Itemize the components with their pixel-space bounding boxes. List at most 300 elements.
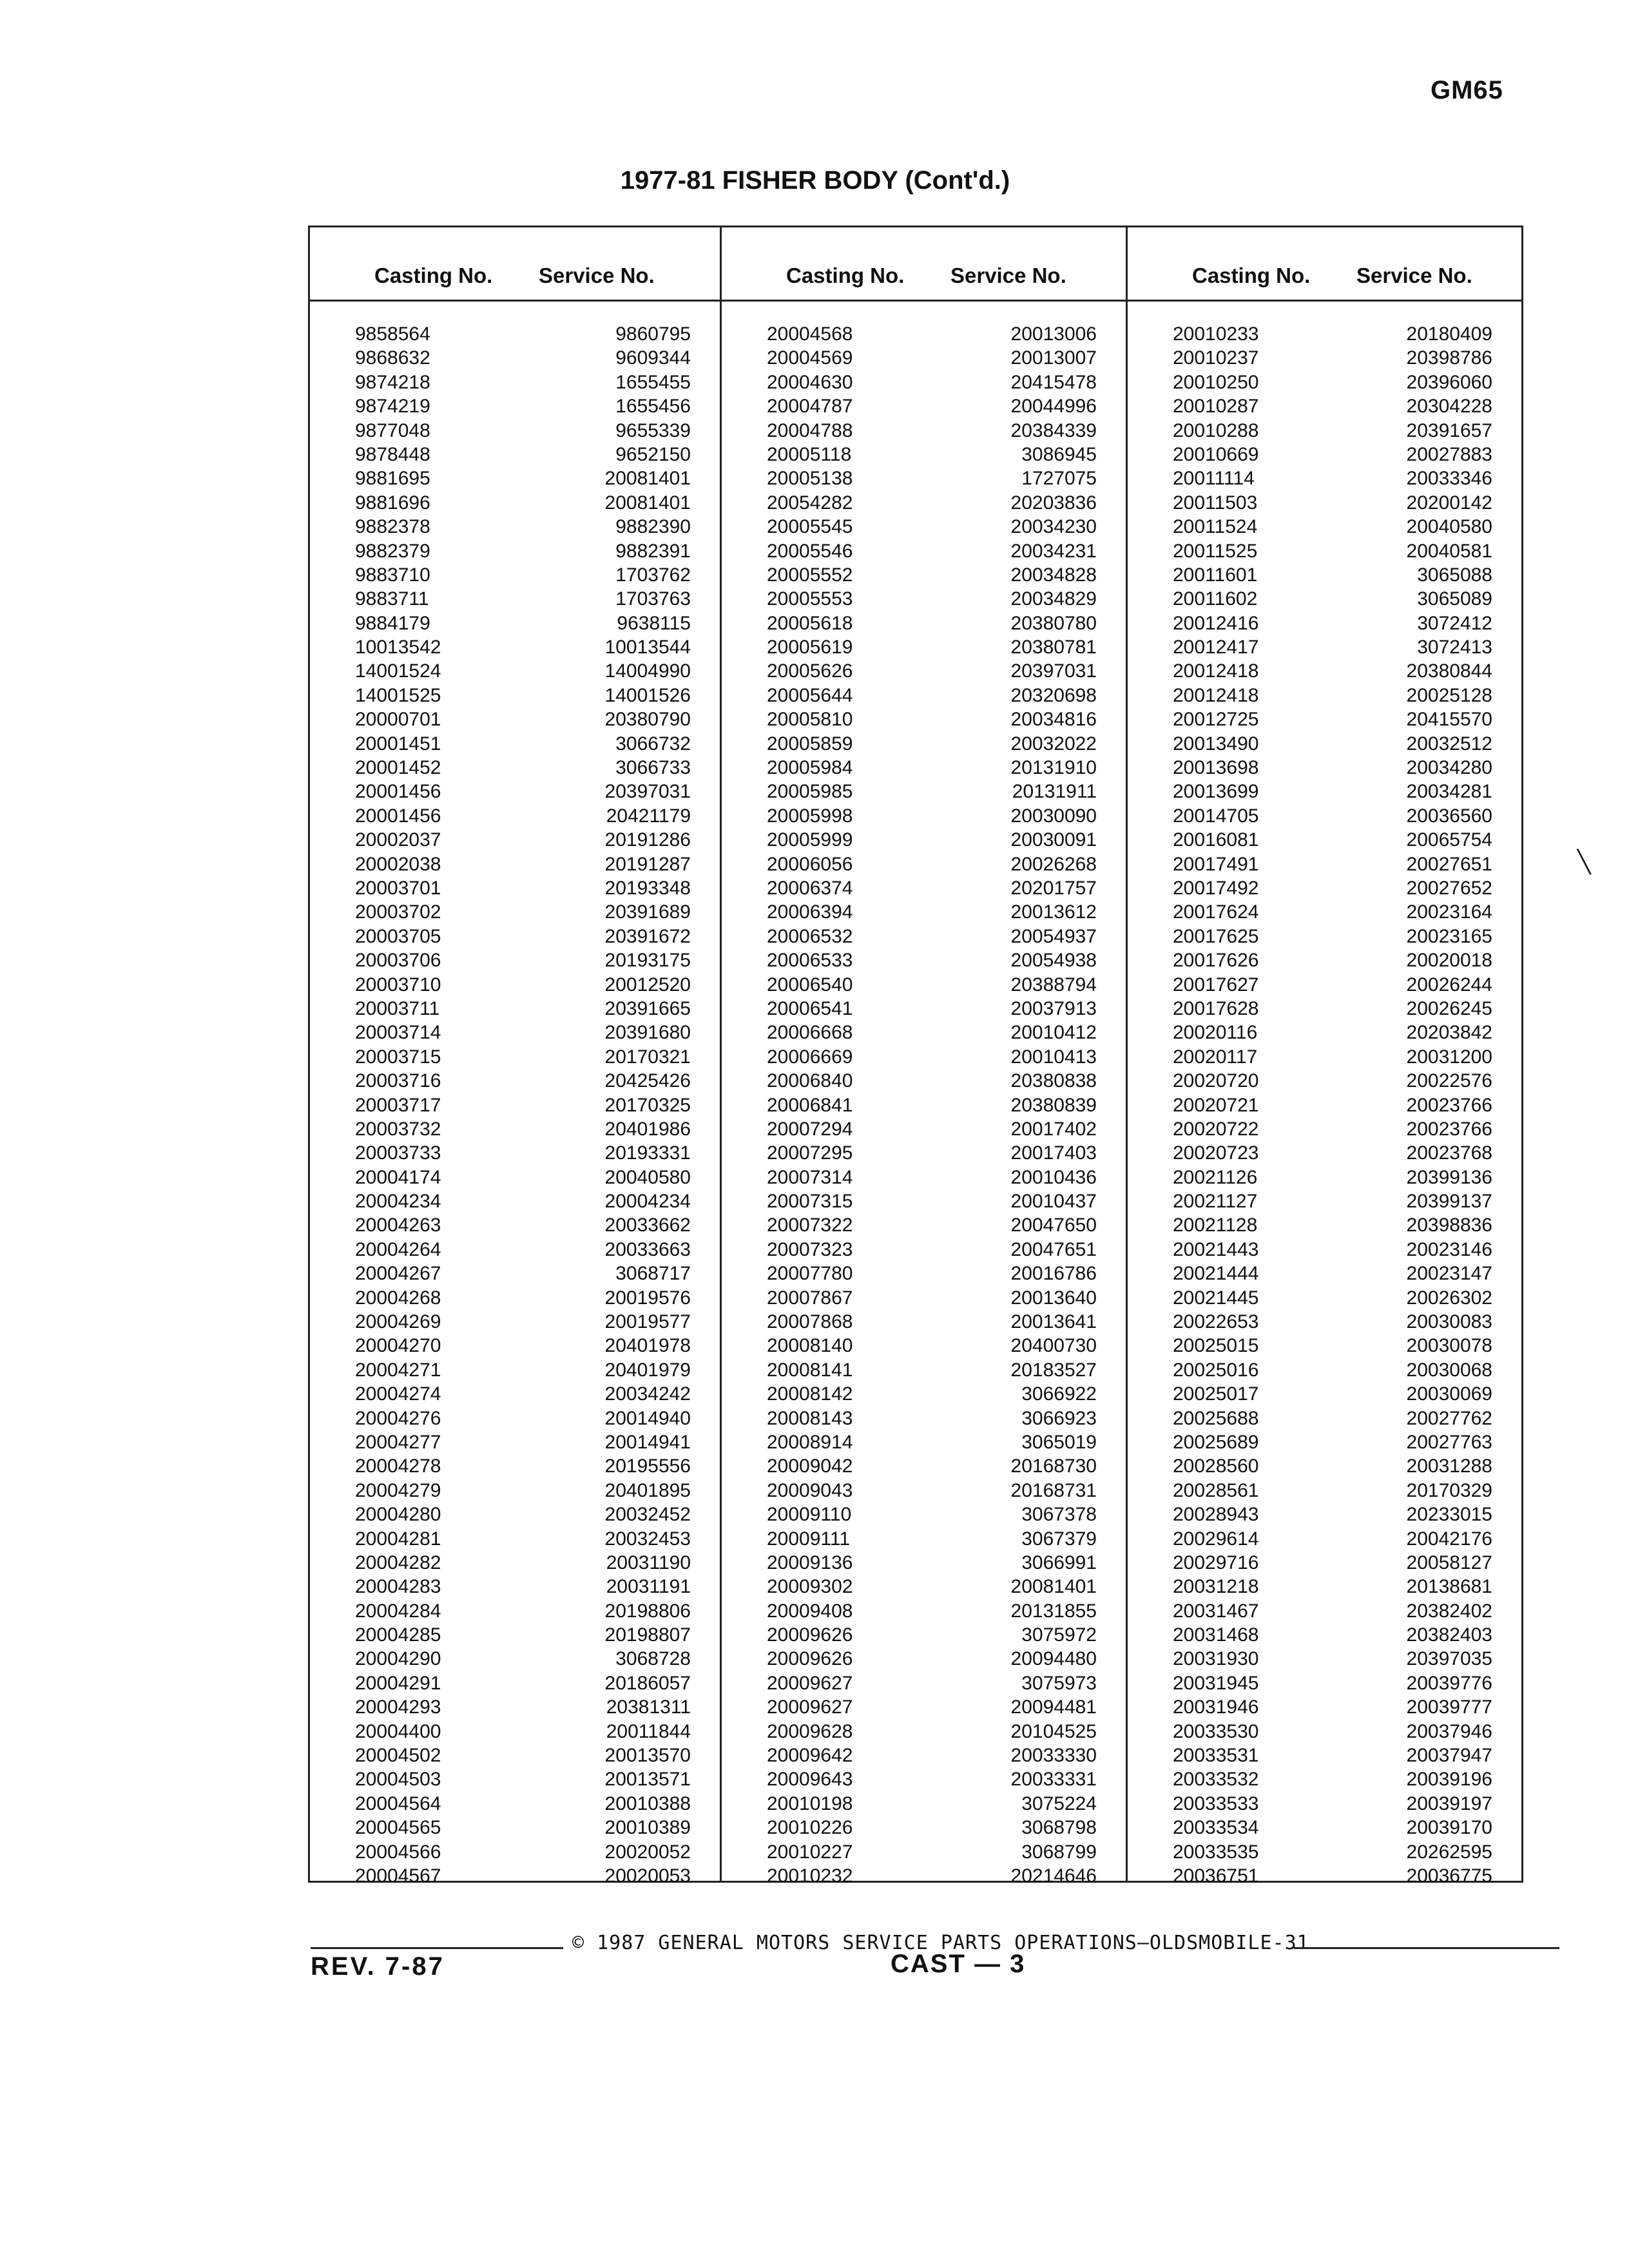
service-number: 20081401 xyxy=(604,492,691,514)
service-number: 20013571 xyxy=(604,1769,691,1791)
service-number: 3066923 xyxy=(1021,1407,1097,1429)
table-row xyxy=(310,370,720,394)
table-row xyxy=(1128,1864,1521,1888)
table-row xyxy=(1128,1527,1521,1551)
casting-number: 20006374 xyxy=(767,877,853,899)
service-number: 20397035 xyxy=(1406,1648,1492,1670)
service-number: 20014940 xyxy=(604,1407,691,1429)
table-row xyxy=(1128,1671,1521,1695)
casting-number: 20004283 xyxy=(355,1576,441,1598)
table-row xyxy=(1128,780,1521,803)
service-number: 20032512 xyxy=(1406,733,1492,754)
service-number: 20027652 xyxy=(1406,877,1492,899)
service-number: 20401895 xyxy=(604,1479,691,1501)
casting-number: 20004567 xyxy=(355,1865,441,1887)
table-row xyxy=(310,1454,720,1478)
service-number: 20094481 xyxy=(1010,1696,1097,1718)
casting-number: 20006540 xyxy=(767,974,853,995)
table-row xyxy=(722,635,1126,659)
table-row xyxy=(722,419,1126,443)
service-number: 3072412 xyxy=(1417,612,1492,634)
service-number: 20396060 xyxy=(1406,371,1492,393)
casting-number: 20012418 xyxy=(1173,684,1259,706)
table-row xyxy=(1128,515,1521,539)
service-number: 1655456 xyxy=(615,396,691,418)
service-number: 20198807 xyxy=(604,1624,691,1646)
service-number: 3068728 xyxy=(615,1648,691,1670)
casting-number: 20033531 xyxy=(1173,1745,1259,1767)
table-row xyxy=(310,997,720,1021)
casting-number: 20004268 xyxy=(355,1287,441,1309)
casting-no-header: Casting No. xyxy=(374,264,493,287)
service-number: 20011844 xyxy=(606,1720,691,1742)
table-row xyxy=(310,1816,720,1840)
table-row xyxy=(310,587,720,611)
service-number: 20421179 xyxy=(606,805,691,827)
table-row xyxy=(1128,659,1521,683)
casting-number: 20004284 xyxy=(355,1600,441,1622)
table-row xyxy=(310,515,720,539)
casting-number: 20010250 xyxy=(1173,371,1259,393)
service-number: 20039776 xyxy=(1406,1672,1492,1694)
service-number: 20131911 xyxy=(1012,781,1097,803)
table-row xyxy=(310,563,720,587)
casting-number: 20006533 xyxy=(767,950,853,972)
casting-number: 20009642 xyxy=(767,1745,853,1767)
casting-number: 20006840 xyxy=(767,1070,853,1092)
service-number: 20023164 xyxy=(1406,901,1492,923)
casting-number: 20008141 xyxy=(767,1359,853,1381)
casting-number: 20007295 xyxy=(767,1142,853,1164)
table-row xyxy=(722,1816,1126,1840)
table-row xyxy=(1128,828,1521,852)
service-number: 20214646 xyxy=(1010,1865,1097,1887)
casting-no-header: Casting No. xyxy=(1192,264,1311,287)
page-title-text: 1977-81 FISHER BODY (Cont'd.) xyxy=(620,166,1010,195)
service-number: 20014941 xyxy=(604,1431,691,1453)
table-row xyxy=(310,539,720,563)
table-row xyxy=(1128,1816,1521,1840)
service-number: 20380780 xyxy=(1010,612,1097,634)
service-number: 20030068 xyxy=(1406,1359,1492,1381)
service-number: 3068717 xyxy=(615,1263,691,1285)
casting-number: 20029614 xyxy=(1173,1528,1259,1550)
service-number: 20398786 xyxy=(1406,347,1492,369)
casting-number: 20005644 xyxy=(767,684,853,706)
casting-number: 20005998 xyxy=(767,805,853,827)
service-number: 20039777 xyxy=(1406,1696,1492,1718)
casting-number: 20021127 xyxy=(1173,1191,1258,1213)
casting-number: 20010288 xyxy=(1173,419,1259,441)
casting-number: 20029716 xyxy=(1173,1552,1259,1573)
service-number: 20023146 xyxy=(1406,1238,1492,1260)
service-number: 9609344 xyxy=(615,347,691,369)
casting-number: 9877048 xyxy=(355,419,430,441)
table-row xyxy=(310,925,720,948)
service-number: 20017402 xyxy=(1010,1118,1097,1140)
casting-number: 20001456 xyxy=(355,805,441,827)
service-number: 1703762 xyxy=(615,564,691,586)
casting-number: 20022653 xyxy=(1173,1311,1259,1333)
service-number: 20034230 xyxy=(1010,516,1097,538)
table-row xyxy=(310,732,720,756)
table-row xyxy=(1128,563,1521,587)
casting-number: 20009111 xyxy=(767,1528,851,1550)
table-row xyxy=(1128,1647,1521,1671)
table-row xyxy=(722,1166,1126,1189)
table-row xyxy=(722,948,1126,972)
casting-number: 9881695 xyxy=(355,468,430,490)
table-row xyxy=(722,611,1126,635)
casting-number: 20004271 xyxy=(355,1359,441,1381)
service-number: 3066732 xyxy=(615,733,691,754)
table-row xyxy=(310,1503,720,1526)
table-row xyxy=(722,491,1126,515)
table-row xyxy=(722,1213,1126,1237)
casting-number: 20004264 xyxy=(355,1238,441,1260)
service-number: 20391657 xyxy=(1406,419,1492,441)
table-row xyxy=(310,466,720,490)
table-row xyxy=(310,1310,720,1334)
service-number: 20040581 xyxy=(1406,540,1492,562)
casting-number: 20005138 xyxy=(767,468,853,490)
casting-number: 20006541 xyxy=(767,997,853,1019)
service-number: 20037913 xyxy=(1010,997,1097,1019)
casting-number: 20007867 xyxy=(767,1287,853,1309)
table-row xyxy=(1128,732,1521,756)
service-number: 9638115 xyxy=(617,612,691,634)
service-number: 20026302 xyxy=(1406,1287,1492,1309)
casting-number: 20010233 xyxy=(1173,323,1259,345)
casting-number: 20031930 xyxy=(1173,1648,1259,1670)
table-column-3 xyxy=(1126,227,1521,1887)
service-number: 3067379 xyxy=(1021,1528,1097,1550)
casting-number: 20005626 xyxy=(767,660,853,682)
service-number: 20033663 xyxy=(604,1238,691,1260)
column-header xyxy=(310,227,720,302)
table-row xyxy=(722,876,1126,900)
table-row xyxy=(722,1840,1126,1864)
service-number: 20019577 xyxy=(604,1311,691,1333)
service-number: 20034281 xyxy=(1406,781,1492,803)
casting-number: 20006532 xyxy=(767,925,853,947)
service-number: 20104525 xyxy=(1010,1720,1097,1742)
casting-number: 20028560 xyxy=(1173,1456,1259,1477)
service-number: 20013007 xyxy=(1010,347,1097,369)
service-no-header: Service No. xyxy=(539,264,655,287)
casting-number: 20036751 xyxy=(1173,1865,1259,1887)
table-row xyxy=(722,370,1126,394)
casting-number: 20033530 xyxy=(1173,1720,1259,1742)
service-number: 20170321 xyxy=(604,1046,691,1068)
service-number: 20004234 xyxy=(604,1191,691,1213)
casting-number: 20004568 xyxy=(767,323,853,345)
table-row xyxy=(310,804,720,828)
service-number: 20054937 xyxy=(1010,925,1097,947)
casting-number: 20003711 xyxy=(355,997,440,1019)
casting-number: 20003702 xyxy=(355,901,441,923)
casting-number: 20003717 xyxy=(355,1094,441,1116)
table-row xyxy=(310,611,720,635)
service-number: 20033346 xyxy=(1406,468,1492,490)
casting-number: 20054282 xyxy=(767,492,853,514)
table-row xyxy=(310,419,720,443)
service-number: 20233015 xyxy=(1406,1504,1492,1526)
service-number: 20010389 xyxy=(604,1817,691,1839)
table-row xyxy=(1128,1358,1521,1382)
table-row xyxy=(722,1864,1126,1888)
casting-number: 20004276 xyxy=(355,1407,441,1429)
table-row xyxy=(310,1093,720,1117)
service-number: 20425426 xyxy=(604,1070,691,1092)
table-row xyxy=(310,852,720,876)
table-row xyxy=(722,1382,1126,1406)
service-number: 20010412 xyxy=(1010,1022,1097,1044)
table-row xyxy=(310,1141,720,1165)
table-row xyxy=(310,1671,720,1695)
service-number: 20380839 xyxy=(1010,1094,1097,1116)
table-row xyxy=(310,1069,720,1093)
table-row xyxy=(722,443,1126,466)
table-row xyxy=(722,322,1126,346)
casting-number: 20009110 xyxy=(767,1504,852,1526)
table-row xyxy=(1128,707,1521,731)
table-row xyxy=(722,1286,1126,1310)
service-number: 1655455 xyxy=(615,371,691,393)
service-number: 20013570 xyxy=(604,1745,691,1767)
casting-number: 20031945 xyxy=(1173,1672,1259,1694)
casting-number: 20010232 xyxy=(767,1865,853,1887)
table-row xyxy=(722,707,1126,731)
casting-number: 20004270 xyxy=(355,1335,441,1357)
table-row xyxy=(310,443,720,466)
casting-number: 20007868 xyxy=(767,1311,853,1333)
table-row xyxy=(722,1623,1126,1647)
casting-number: 20005546 xyxy=(767,540,853,562)
service-number: 20191287 xyxy=(604,853,691,875)
service-number: 20027651 xyxy=(1406,853,1492,875)
service-number: 20020052 xyxy=(604,1841,691,1863)
casting-number: 20004234 xyxy=(355,1191,441,1213)
service-number: 20381311 xyxy=(606,1696,691,1718)
table-row xyxy=(722,587,1126,611)
service-number: 3065089 xyxy=(1417,588,1492,610)
service-number: 20186057 xyxy=(604,1672,691,1694)
casting-number: 10013542 xyxy=(355,637,441,658)
table-row xyxy=(310,684,720,707)
table-row xyxy=(1128,684,1521,707)
casting-number: 20003716 xyxy=(355,1070,441,1092)
casting-number: 20008143 xyxy=(767,1407,853,1429)
table-row xyxy=(1128,925,1521,948)
casting-number: 20021444 xyxy=(1173,1263,1259,1285)
service-number: 20397031 xyxy=(604,781,691,803)
table-row xyxy=(1128,1575,1521,1599)
casting-number: 20020117 xyxy=(1173,1046,1258,1068)
service-number: 20195556 xyxy=(604,1456,691,1477)
service-number: 20168730 xyxy=(1010,1456,1097,1477)
casting-number: 20004293 xyxy=(355,1696,441,1718)
service-number: 20034829 xyxy=(1010,588,1097,610)
casting-number: 20005859 xyxy=(767,733,853,754)
casting-number: 20005984 xyxy=(767,757,853,779)
table-row xyxy=(722,1334,1126,1358)
service-number: 20019576 xyxy=(604,1287,691,1309)
service-number: 20013641 xyxy=(1010,1311,1097,1333)
table-row xyxy=(722,539,1126,563)
service-number: 3065088 xyxy=(1417,564,1492,586)
service-number: 20081401 xyxy=(1010,1576,1097,1598)
service-number: 20016786 xyxy=(1010,1263,1097,1285)
casting-number: 20010227 xyxy=(767,1841,853,1863)
table-row xyxy=(722,756,1126,780)
casting-number: 20005118 xyxy=(767,443,852,465)
table-row xyxy=(1128,1069,1521,1093)
table-row xyxy=(310,1840,720,1864)
casting-number: 20021126 xyxy=(1173,1166,1258,1188)
table-row xyxy=(722,1238,1126,1262)
casting-number: 20005985 xyxy=(767,781,853,803)
service-number: 20034828 xyxy=(1010,564,1097,586)
casting-number: 20003714 xyxy=(355,1022,441,1044)
casting-number: 20011524 xyxy=(1173,516,1258,538)
table-row xyxy=(1128,1430,1521,1454)
casting-number: 20006394 xyxy=(767,901,853,923)
service-number: 20203836 xyxy=(1010,492,1097,514)
casting-number: 20004569 xyxy=(767,347,853,369)
casting-number: 9878448 xyxy=(355,443,430,465)
table-row xyxy=(1128,587,1521,611)
casting-number: 20012725 xyxy=(1173,709,1259,731)
table-row xyxy=(722,1551,1126,1575)
service-number: 20032452 xyxy=(604,1504,691,1526)
table-rows xyxy=(1128,302,1521,1888)
service-number: 20037947 xyxy=(1406,1745,1492,1767)
service-number: 20054938 xyxy=(1010,950,1097,972)
casting-number: 20017626 xyxy=(1173,950,1259,972)
casting-number: 20021128 xyxy=(1173,1215,1258,1236)
table-row xyxy=(1128,948,1521,972)
service-number: 20168731 xyxy=(1010,1479,1097,1501)
table-row xyxy=(1128,1503,1521,1526)
service-number: 3075972 xyxy=(1021,1624,1097,1646)
table-row xyxy=(1128,1454,1521,1478)
table-row xyxy=(310,1792,720,1816)
table-row xyxy=(1128,804,1521,828)
service-number: 20037946 xyxy=(1406,1720,1492,1742)
revision-label: REV. 7-87 xyxy=(311,1952,445,1981)
service-number: 20201757 xyxy=(1010,877,1097,899)
casting-number: 9868632 xyxy=(355,347,430,369)
table-row xyxy=(310,1575,720,1599)
service-number: 1703763 xyxy=(615,588,691,610)
service-number: 14004990 xyxy=(604,660,691,682)
casting-number: 20006668 xyxy=(767,1022,853,1044)
table-row xyxy=(1128,539,1521,563)
table-row xyxy=(310,707,720,731)
casting-number: 20016081 xyxy=(1173,829,1259,851)
table-row xyxy=(310,1358,720,1382)
service-number: 20010436 xyxy=(1010,1166,1097,1188)
casting-number: 20007780 xyxy=(767,1263,853,1285)
table-row xyxy=(722,1141,1126,1165)
table-row xyxy=(310,1238,720,1262)
table-row xyxy=(722,1021,1126,1044)
service-number: 3072413 xyxy=(1417,637,1492,658)
service-number: 20023147 xyxy=(1406,1263,1492,1285)
casting-number: 20003706 xyxy=(355,950,441,972)
casting-number: 20017492 xyxy=(1173,877,1259,899)
table-column-2 xyxy=(720,227,1126,1887)
casting-number: 20009627 xyxy=(767,1672,853,1694)
table-row xyxy=(1128,370,1521,394)
table-row xyxy=(722,973,1126,997)
casting-number: 20004285 xyxy=(355,1624,441,1646)
service-number: 20039170 xyxy=(1406,1817,1492,1839)
table-row xyxy=(310,322,720,346)
casting-number: 20004566 xyxy=(355,1841,441,1863)
service-number: 20010388 xyxy=(604,1792,691,1814)
service-number: 3065019 xyxy=(1021,1431,1097,1453)
casting-number: 20010237 xyxy=(1173,347,1259,369)
casting-number: 9874219 xyxy=(355,396,430,418)
table-row xyxy=(1128,611,1521,635)
service-number: 20391689 xyxy=(604,901,691,923)
table-row xyxy=(722,659,1126,683)
table-row xyxy=(722,684,1126,707)
table-row xyxy=(1128,491,1521,515)
table-row xyxy=(722,1527,1126,1551)
table-row xyxy=(310,1647,720,1671)
footer-rule-left xyxy=(311,1947,563,1949)
service-number: 9652150 xyxy=(615,443,691,465)
service-number: 3066922 xyxy=(1021,1383,1097,1405)
table-row xyxy=(310,1189,720,1213)
casting-number: 20013698 xyxy=(1173,757,1259,779)
casting-number: 20011525 xyxy=(1173,540,1258,562)
service-number: 20020018 xyxy=(1406,950,1492,972)
table-row xyxy=(310,1262,720,1285)
service-number: 20034280 xyxy=(1406,757,1492,779)
casting-number: 20004281 xyxy=(355,1528,441,1550)
footer-rule-right xyxy=(1294,1947,1559,1949)
table-row xyxy=(1128,1623,1521,1647)
casting-number: 20025016 xyxy=(1173,1359,1259,1381)
table-row xyxy=(310,828,720,852)
table-row xyxy=(310,1527,720,1551)
service-number: 20415570 xyxy=(1406,709,1492,731)
service-number: 20397031 xyxy=(1010,660,1097,682)
service-number: 3066733 xyxy=(615,757,691,779)
casting-number: 20004630 xyxy=(767,371,853,393)
table-row xyxy=(310,346,720,370)
service-number: 20304228 xyxy=(1406,396,1492,418)
casting-number: 20001456 xyxy=(355,781,441,803)
table-row xyxy=(1128,394,1521,418)
service-number: 14001526 xyxy=(604,684,691,706)
service-number: 20399137 xyxy=(1406,1191,1492,1213)
service-number: 20388794 xyxy=(1010,974,1097,995)
parts-table xyxy=(308,226,1523,1887)
service-number: 20170329 xyxy=(1406,1479,1492,1501)
service-number: 20040580 xyxy=(1406,516,1492,538)
table-row xyxy=(310,973,720,997)
casting-number: 20003701 xyxy=(355,877,441,899)
service-number: 20183527 xyxy=(1010,1359,1097,1381)
table-row xyxy=(722,1117,1126,1141)
table-row xyxy=(310,1382,720,1406)
casting-number: 20009643 xyxy=(767,1769,853,1791)
